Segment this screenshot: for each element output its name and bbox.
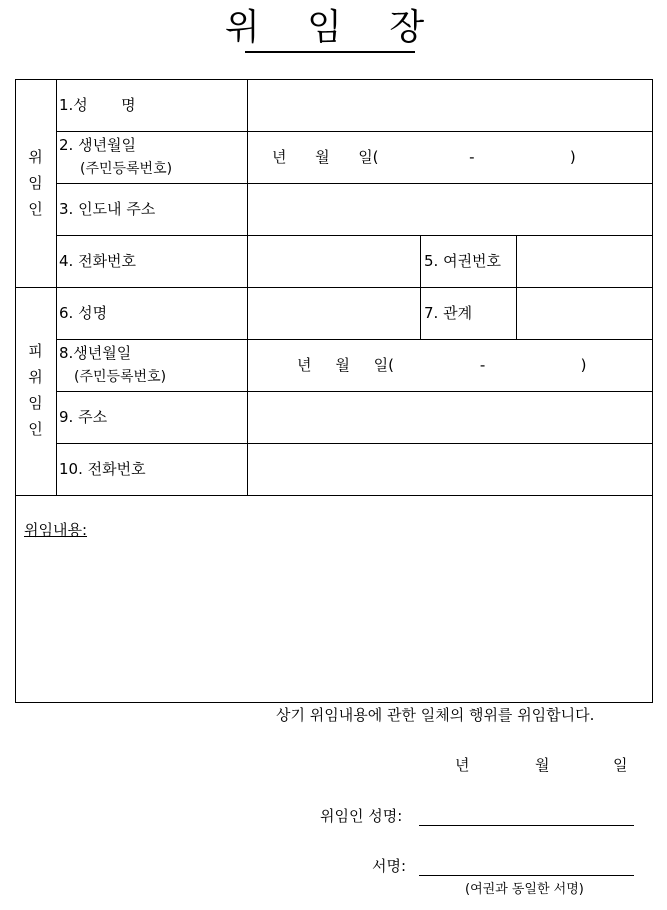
signer-name-label: 위임인 성명:: [320, 807, 403, 825]
section-divider: [15, 287, 653, 288]
signature-note: (여권과 동일한 서명): [465, 882, 584, 897]
delegate-phone-label: 10. 전화번호: [59, 460, 146, 478]
delegate-rrn-label: (주민등록번호): [74, 369, 167, 385]
row-divider: [56, 443, 653, 444]
name-label: 1.성 명: [59, 96, 136, 114]
passport-label: 5. 여권번호: [424, 252, 502, 270]
row-divider: [56, 183, 653, 184]
address-label: 3. 인도내 주소: [59, 200, 156, 218]
signature-label: 서명:: [372, 857, 407, 875]
row-divider: [56, 131, 653, 132]
content-label: 위임내용:: [24, 521, 88, 539]
title-underline: [245, 51, 415, 53]
delegate-group-label: 피 위 임 인: [28, 342, 43, 438]
signer-name-line[interactable]: [419, 825, 634, 826]
delegator-group-label: 위 임 인: [28, 148, 43, 218]
col-divider: [247, 79, 248, 495]
statement: 상기 위임내용에 관한 일체의 행위를 위임합니다.: [276, 706, 595, 724]
date-day: 일: [613, 756, 628, 774]
col-divider: [56, 79, 57, 495]
row-divider: [56, 339, 653, 340]
section-divider: [15, 495, 653, 496]
page-title: 위 임 장: [224, 7, 443, 48]
delegate-birth-label: 8.생년월일: [59, 344, 132, 362]
delegate-address-label: 9. 주소: [59, 408, 108, 426]
rrn-label: (주민등록번호): [80, 161, 173, 177]
birth-field[interactable]: 년 월 일( - ): [272, 148, 576, 166]
delegate-name-label: 6. 성명: [59, 304, 108, 322]
col-divider: [420, 235, 421, 339]
relation-label: 7. 관계: [424, 304, 473, 322]
birth-label: 2. 생년월일: [59, 136, 137, 154]
date-year: 년: [455, 756, 470, 774]
col-divider: [516, 235, 517, 339]
row-divider: [56, 391, 653, 392]
date-month: 월: [535, 756, 550, 774]
phone-label: 4. 전화번호: [59, 252, 137, 270]
row-divider: [56, 235, 653, 236]
delegate-birth-field[interactable]: 년 월 일( - ): [297, 356, 587, 374]
signature-line[interactable]: [419, 875, 634, 876]
